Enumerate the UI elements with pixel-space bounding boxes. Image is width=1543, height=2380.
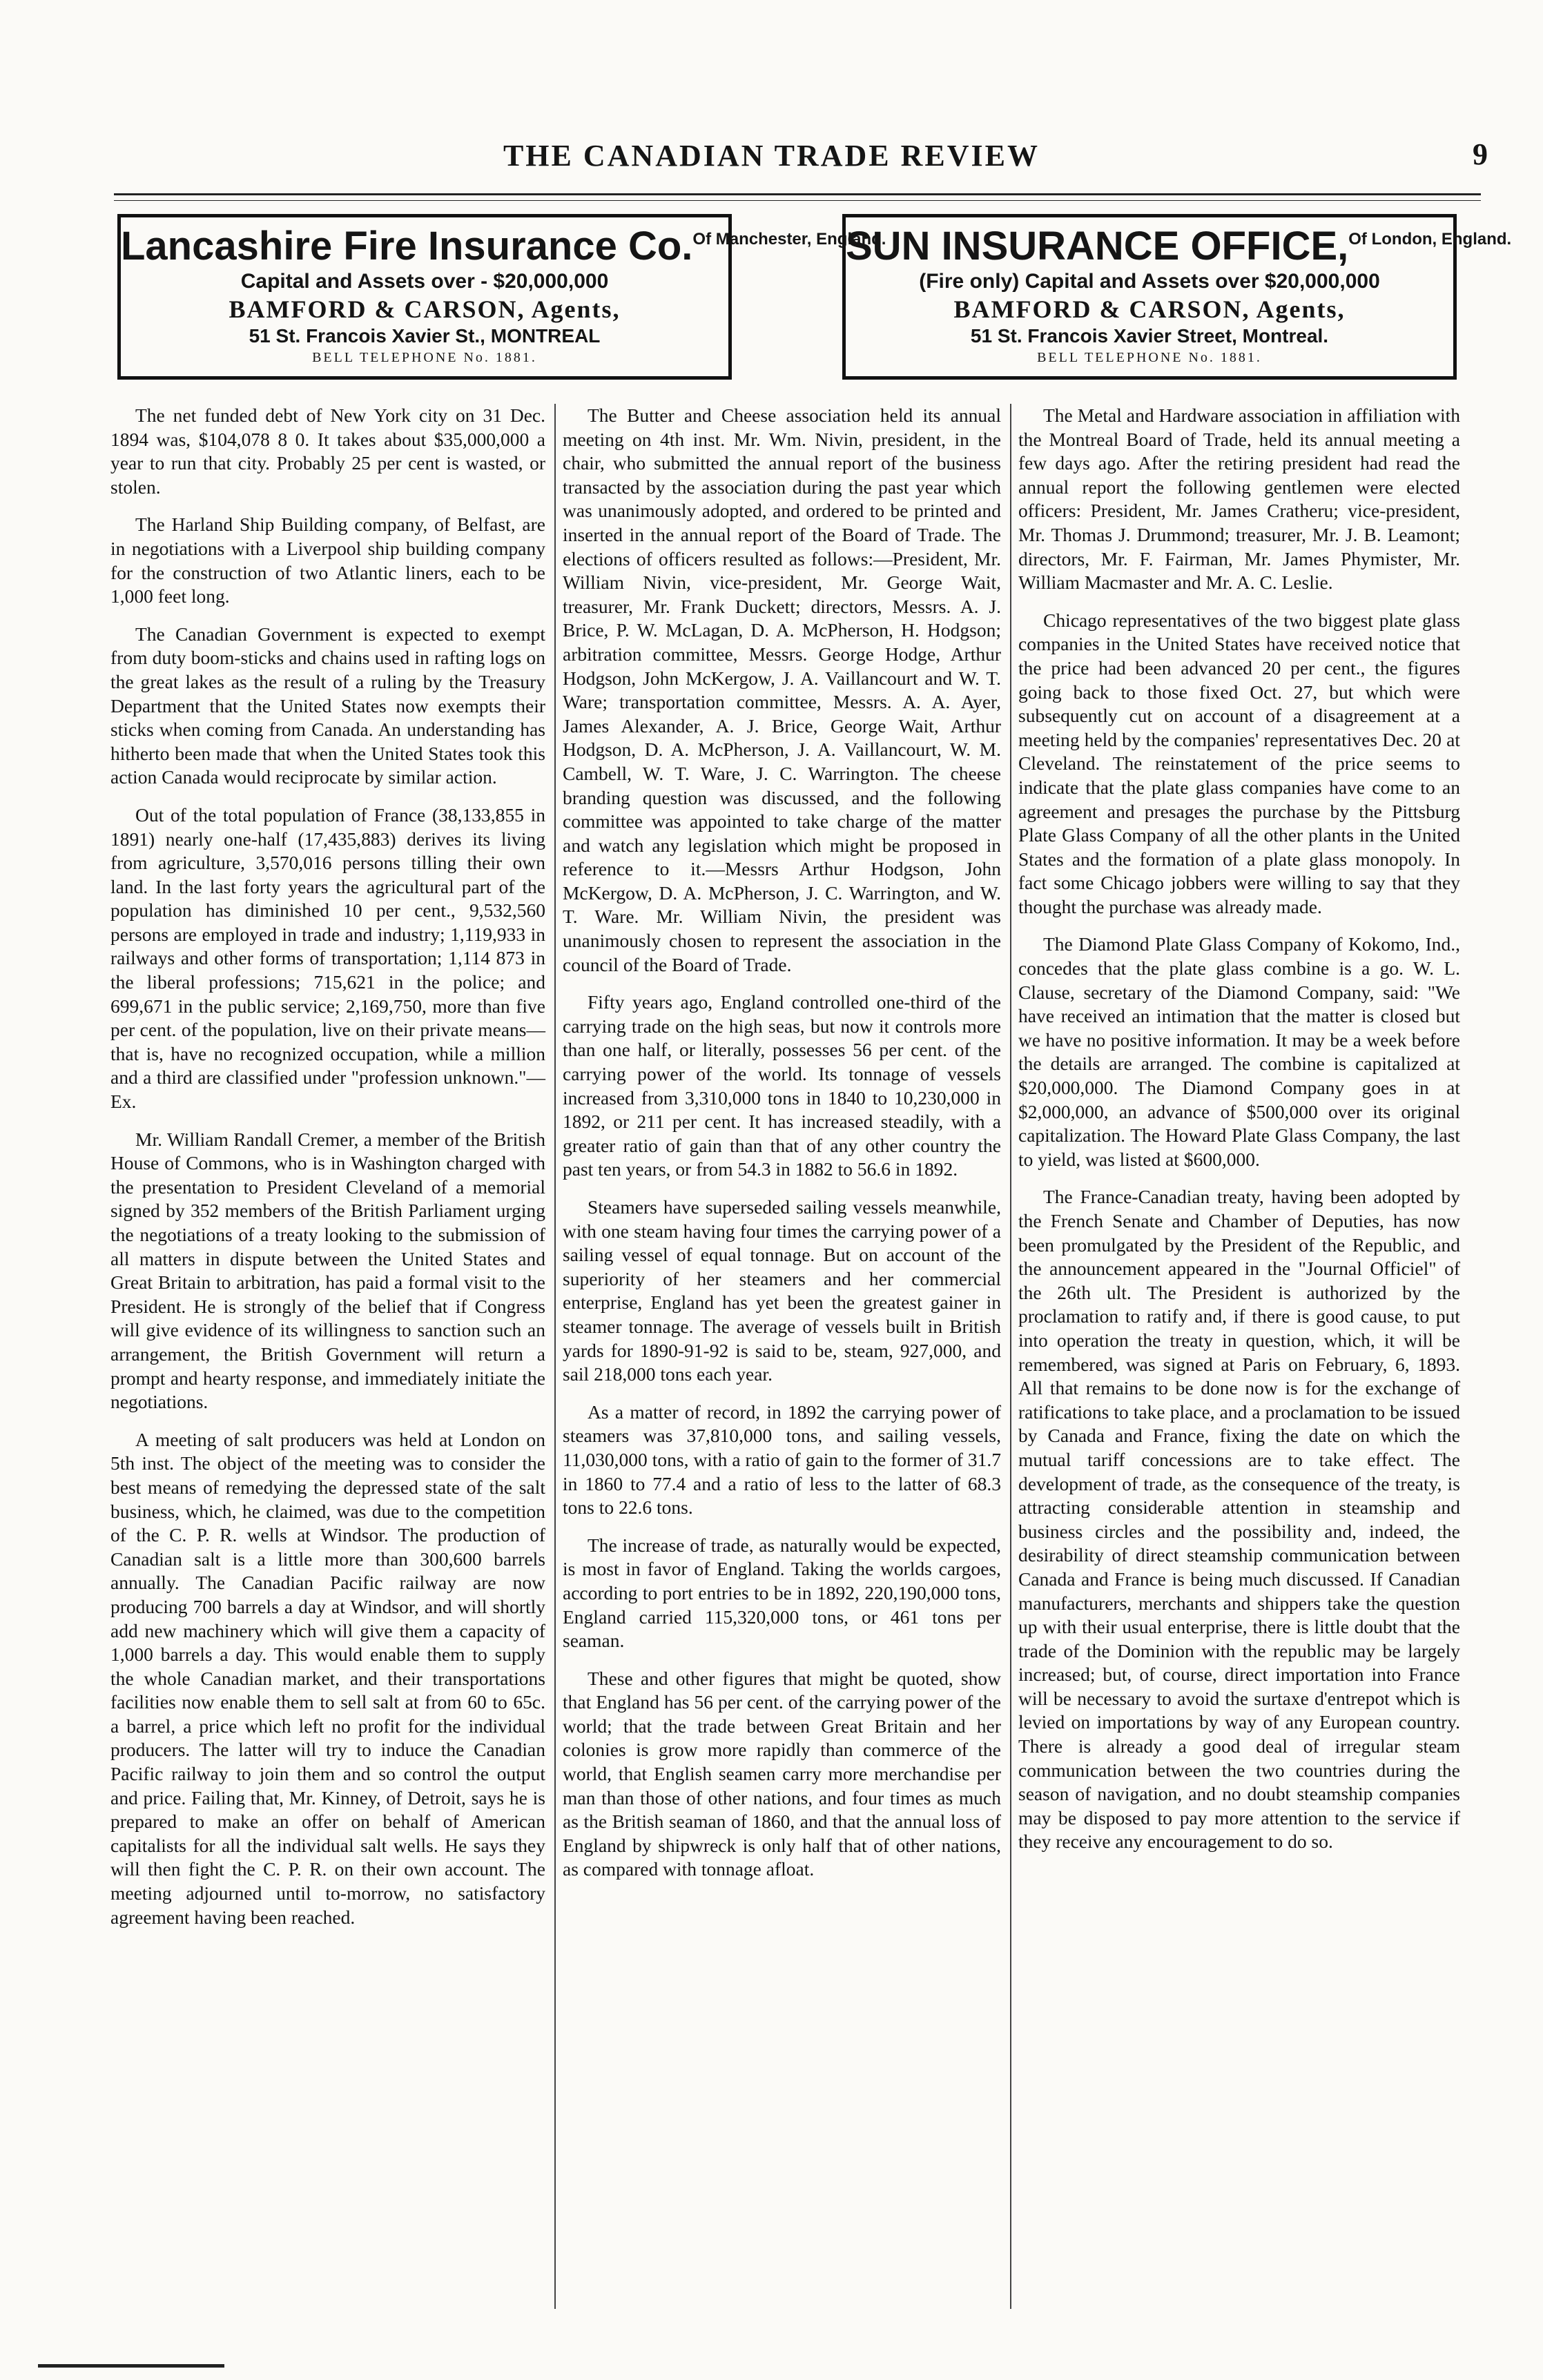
article-paragraph: The Metal and Hardware association in affiliation with the Montreal Board of Trade, held its annual meeting a few days ago. After the retiring president had read the annual report the following gentlemen were elected officers: President, Mr. James Cratheru; vice-president, Mr. Thomas J. Drummond; treasurer, Mr. J. B. Leamont; directors, Mr. F. Fairman, Mr. James Phymister, Mr. William Macmaster and Mr. A. C. Leslie. xyxy=(1018,404,1460,594)
article-paragraph: Chicago representatives of the two biggest plate glass companies in the United States have received notice that the price had been advanced 20 per cent., the figures going back to those fixed Oct. 27, but which were subsequently cut on account of a disagreement at a meeting held by the companies' representatives Dec. 20 at Cleveland. The reinstatement of the price seems to indicate that the plate glass companies have come to an agreement and presages the purchase by the Pittsburg Plate Glass Company of all the other plants in the United States and the formation of a plate glass monopoly. In fact some Chicago jobbers were willing to say that they thought the purchase was already made. xyxy=(1018,609,1460,917)
ad-company-location: Of London, England. xyxy=(1348,230,1512,248)
article-column-2 xyxy=(563,404,1001,2337)
article-paragraph: Mr. William Randall Cremer, a member of the British House of Commons, who is in Washington charged with the presentation to President Cleveland of a memorial signed by 352 members of the British Parliament urging the negotiations of a treaty looking to the submission of all matters in dispute between the United States and Great Britain to arbitration, has paid a formal visit to the President. He is strongly of the belief that if Congress will give evidence of its willingness to sanction such an arrangement, the British Government will return a prompt and hearty response, and immediately initiate the negotiations. xyxy=(110,1128,545,1413)
ad-agents-line: BAMFORD & CARSON, Agents, xyxy=(229,295,621,323)
article-column-1 xyxy=(110,404,545,2337)
article-paragraph: Fifty years ago, England controlled one-third of the carrying trade on the high seas, but now it controls more than one half, or literally, possesses 56 per cent. of the carrying power of the world. Its tonnage of vessels increased from 3,310,000 tons in 1840 to 10,230,000 in 1892, or 211 per cent. It has increased steadily, with a greater ratio of gain than that of any other country the past ten years, or from 54.3 in 1882 to 56.6 in 1892. xyxy=(563,991,1001,1180)
article-paragraph: The Butter and Cheese association held its annual meeting on 4th inst. Mr. Wm. Nivin, president, in the chair, who submitted the annual report of the business transacted by the association during the past year which was unanimously adopted, and ordered to be printed and inserted in the annual report of the Board of Trade. The elections of officers resulted as follows:—President, Mr. William Nivin, vice-president, Mr. George Wait, treasurer, Mr. Frank Duckett; directors, Messrs. A. J. Brice, P. W. McLagan, D. A. McPherson, H. Hodgson; arbitration committee, Messrs. George Hodge, Arthur Hodgson, John McKergow, J. A. Vaillancourt and W. T. Ware; transportation committee, Messrs. A. A. Ayer, James Alexander, A. J. Brice, George Wait, Arthur Hodgson, D. A. McPherson, J. A. Vaillancourt, W. M. Cambell, W. T. Ware, J. C. Warrington. The cheese branding question was discussed, and the following committee was appointed to take charge of the matter and watch any legislation which might be proposed in reference to it.—Messrs Arthur Hodgson, John McKergow, D. A. McPherson, J. C. Warrington, and W. T. Ware. Mr. William Nivin, the president was unanimously chosen to represent the association in the council of the Board of Trade. xyxy=(563,404,1001,975)
article-paragraph: The Diamond Plate Glass Company of Kokomo, Ind., concedes that the plate glass combine is a go. W. L. Clause, secretary of the Diamond Company, said: "We have received an intimation that the matter is closed but we have no positive information. It may be a week before the details are arranged. The combine is capitalized at $20,000,000. The Diamond Company goes in at $2,000,000, an advance of $500,000 over its original capitalization. The Howard Plate Glass Company, the last to yield, was listed at $600,000. xyxy=(1018,933,1460,1170)
article-paragraph: These and other figures that might be quoted, show that England has 56 per cent. of the carrying power of the world; that the trade between Great Britain and her colonies is grow more rapidly than commerce of the world, that English seamen carry more merchandise per man than those of other nations, and four times as much as the British seaman of 1860, and that the annual loss of England by shipwreck is only half that of other nations, as compared with tonnage afloat. xyxy=(563,1667,1001,1880)
article-paragraph: The France-Canadian treaty, having been adopted by the French Senate and Chamber of Deputies, has now been promulgated by the President of the Republic, and the announcement appeared in the "Journal Officiel" of the 26th ult. The President is authorized by the proclamation to ratify and, if there is good cause, to put into operation the treaty in question, which, it will be remembered, was signed at Paris on February, 6, 1893. All that remains to be done now is for the exchange of ratifications to take place, and a proclamation to be issued by Canada and France, fixing the date on which the mutual tariff concessions are to take effect. The development of trade, as the consequence of the treaty, is attracting considerable attention in steamship and business circles and the possibility and, indeed, the desirability of direct steamship communication between Canada and France is being much discussed. If Canadian manufacturers, merchants and shippers take the question up with their usual enterprise, there is little doubt that the trade of the Dominion with the republic may be largely increased; but, of course, direct importation into France will be necessary to avoid the surtaxe d'entrepot which is levied on importations by way of any European country. There is already a good deal of irregular steam communication between the two countries during the season of navigation, and no doubt steamship companies may be disposed to pay more attention to the service if they receive any encouragement to do so. xyxy=(1018,1186,1460,1853)
lancashire-insurance-ad xyxy=(117,214,886,380)
article-paragraph: As a matter of record, in 1892 the carrying power of steamers was 37,810,000 tons, and sailing vessels, 11,030,000 tons, with a ratio of gain to the former of 31.7 in 1860 to 77.4 and a ratio of less to the latter of 68.3 tons to 22.6 tons. xyxy=(563,1401,1001,1519)
page-number: 9 xyxy=(1473,137,1488,171)
article-column-3 xyxy=(1018,404,1460,2337)
ad-telephone-line: BELL TELEPHONE No. 1881. xyxy=(1037,350,1262,365)
article-paragraph: A meeting of salt producers was held at London on 5th inst. The object of the meeting was to consider the best means of remedying the depressed state of the salt business, which, he claimed, was due to the competition of the C. P. R. wells at Windsor. The production of Canadian salt is a little more than 300,600 barrels annually. The Canadian Pacific railway are now producing 700 barrels a day at Windsor, and will shortly add new machinery which will give them a capacity of 1,000 barrels a day. This would enable them to supply the whole Canadian market, and their transportations facilities now enable them to sell salt at from 60 to 65c. a barrel, a price which left no profit for the individual producers. The latter will try to induce the Canadian Pacific railway to join them and so control the output and price. Failing that, Mr. Kinney, of Detroit, says he is prepared to make an offer on behalf of American capitalists for all the individual salt wells. He says they will then fight the C. P. R. on their own account. The meeting adjourned until to-morrow, no satisfactory agreement having been reached. xyxy=(110,1428,545,1928)
column-divider-2 xyxy=(1010,404,1011,2309)
header-rule-thin xyxy=(114,200,1481,201)
ad-capital-line: (Fire only) Capital and Assets over $20,000,000 xyxy=(919,270,1380,293)
article-paragraph: Steamers have superseded sailing vessels meanwhile, with one steam having four times the carrying power of a sailing vessel of equal tonnage. But on account of the superiority of her steamers and her commercial enterprise, England has yet been the greatest gainer in steamer tonnage. The average of vessels built in British yards for 1890-91-92 is said to be, steam, 927,000, and sail 218,000 tons each year. xyxy=(563,1196,1001,1385)
ad-capital-line: Capital and Assets over - $20,000,000 xyxy=(240,270,609,293)
article-paragraph: Out of the total population of France (38,133,855 in 1891) nearly one-half (17,435,883) derives its living from agriculture, 3,570,016 persons tilling their own land. In the last forty years the agricultural part of the population has diminished 10 per cent., 9,532,560 persons are employed in trade and industry; 1,119,933 in railways and other forms of transportation; 1,114 873 in the liberal professions; 715,621 in the police; and 699,671 in the public service; 2,169,750, more than five per cent. of the population, live on their private means—that is, have no recognized occupation, while a million and a third are classified under "profession unknown."—Ex. xyxy=(110,803,545,1113)
header-rule xyxy=(114,193,1481,195)
ad-agents-line: BAMFORD & CARSON, Agents, xyxy=(953,295,1346,323)
ad-address-line: 51 St. Francois Xavier Street, Montreal. xyxy=(970,325,1329,347)
sun-insurance-ad xyxy=(842,214,1512,380)
footer-rule xyxy=(38,2364,224,2368)
ad-address-line: 51 St. Francois Xavier St., MONTREAL xyxy=(249,325,601,347)
ad-telephone-line: BELL TELEPHONE No. 1881. xyxy=(312,350,537,365)
article-paragraph: The Harland Ship Building company, of Belfast, are in negotiations with a Liverpool ship building company for the construction of two Atlantic liners, each to be 1,000 feet long. xyxy=(110,514,545,607)
article-paragraph: The net funded debt of New York city on 31 Dec. 1894 was, $104,078 8 0. It takes about $35,000,000 a year to run that city. Probably 25 per cent is wasted, or stolen. xyxy=(110,404,545,498)
ad-company-name: Lancashire Fire Insurance Co.$^{Of Manchester, England.}$ xyxy=(121,224,886,269)
column-divider-1 xyxy=(554,404,556,2309)
ad-company-location: Of Manchester, England. xyxy=(692,230,886,248)
article-paragraph: The increase of trade, as naturally would be expected, is most in favor of England. Taking the worlds cargoes, according to port entries to be in 1892, 220,190,000 tons, England carried 115,320,000 tons, or 461 tons per seaman. xyxy=(563,1534,1001,1652)
page-header-title: THE CANADIAN TRADE REVIEW xyxy=(503,139,1040,173)
article-paragraph: The Canadian Government is expected to exempt from duty boom-sticks and chains used in rafting logs on the great lakes as the result of a ruling by the Treasury Department that the United States now exempts their sticks when coming from Canada. An understanding has hitherto been made that when the United States took this action Canada would reciprocate by similar action. xyxy=(110,623,545,788)
ad-company-name: SUN INSURANCE OFFICE,$^{Of London, England.}$ xyxy=(846,224,1512,269)
